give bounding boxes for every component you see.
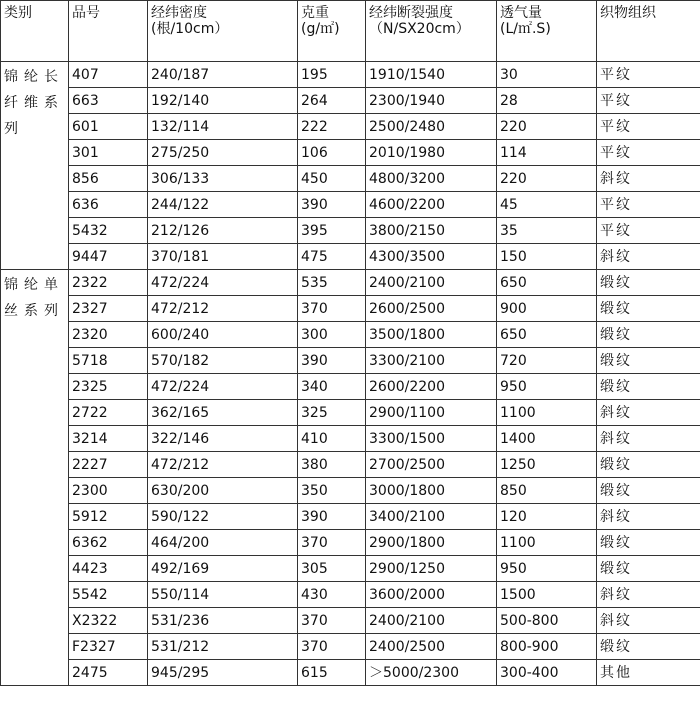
density-cell: 630/200 bbox=[148, 478, 298, 504]
strength-cell: 2400/2100 bbox=[366, 608, 497, 634]
weave-cell: 斜纹 bbox=[597, 244, 700, 270]
weight-cell: 390 bbox=[298, 348, 366, 374]
strength-cell: 3300/2100 bbox=[366, 348, 497, 374]
weight-cell: 390 bbox=[298, 192, 366, 218]
product-no-cell: 9447 bbox=[69, 244, 148, 270]
header-product-no: 品号 bbox=[69, 1, 148, 62]
product-no-cell: 6362 bbox=[69, 530, 148, 556]
strength-cell: 3800/2150 bbox=[366, 218, 497, 244]
table-row bbox=[1, 166, 700, 192]
density-cell: 531/212 bbox=[148, 634, 298, 660]
density-cell: 322/146 bbox=[148, 426, 298, 452]
weave-cell: 缎纹 bbox=[597, 296, 700, 322]
product-no-cell: 4423 bbox=[69, 556, 148, 582]
table-row bbox=[1, 374, 700, 400]
table-row bbox=[1, 192, 700, 218]
table-row bbox=[1, 218, 700, 244]
weave-cell: 缎纹 bbox=[597, 374, 700, 400]
product-no-cell: 5718 bbox=[69, 348, 148, 374]
density-cell: 464/200 bbox=[148, 530, 298, 556]
density-cell: 472/224 bbox=[148, 374, 298, 400]
product-no-cell: 2327 bbox=[69, 296, 148, 322]
product-no-cell: 407 bbox=[69, 62, 148, 88]
air-permeability-cell: 500-800 bbox=[497, 608, 597, 634]
weave-cell: 平纹 bbox=[597, 140, 700, 166]
density-cell: 275/250 bbox=[148, 140, 298, 166]
air-permeability-cell: 28 bbox=[497, 88, 597, 114]
product-no-cell: F2327 bbox=[69, 634, 148, 660]
table-row bbox=[1, 270, 700, 296]
density-cell: 472/224 bbox=[148, 270, 298, 296]
product-no-cell: 856 bbox=[69, 166, 148, 192]
product-no-cell: 3214 bbox=[69, 426, 148, 452]
product-no-cell: 636 bbox=[69, 192, 148, 218]
table-row bbox=[1, 348, 700, 374]
strength-cell: 2500/2480 bbox=[366, 114, 497, 140]
air-permeability-cell: 1400 bbox=[497, 426, 597, 452]
header-weight: 克重 (g/㎡) bbox=[298, 1, 366, 62]
density-cell: 362/165 bbox=[148, 400, 298, 426]
table-row bbox=[1, 530, 700, 556]
weave-cell: 缎纹 bbox=[597, 634, 700, 660]
strength-cell: 2600/2200 bbox=[366, 374, 497, 400]
weight-cell: 475 bbox=[298, 244, 366, 270]
product-no-cell: 301 bbox=[69, 140, 148, 166]
strength-cell: 3400/2100 bbox=[366, 504, 497, 530]
header-air-permeability: 透气量 (L/㎡.S) bbox=[497, 1, 597, 62]
weight-cell: 350 bbox=[298, 478, 366, 504]
table-row bbox=[1, 62, 700, 88]
strength-cell: 2400/2100 bbox=[366, 270, 497, 296]
weave-cell: 斜纹 bbox=[597, 400, 700, 426]
weight-cell: 380 bbox=[298, 452, 366, 478]
product-no-cell: 2320 bbox=[69, 322, 148, 348]
weave-cell: 缎纹 bbox=[597, 556, 700, 582]
table-row bbox=[1, 634, 700, 660]
product-no-cell: 2475 bbox=[69, 660, 148, 686]
weave-cell: 缎纹 bbox=[597, 478, 700, 504]
header-weave: 织物组织 bbox=[597, 1, 700, 62]
table-row bbox=[1, 478, 700, 504]
weave-cell: 斜纹 bbox=[597, 608, 700, 634]
strength-cell: 4300/3500 bbox=[366, 244, 497, 270]
weight-cell: 264 bbox=[298, 88, 366, 114]
product-no-cell: 601 bbox=[69, 114, 148, 140]
strength-cell: 4600/2200 bbox=[366, 192, 497, 218]
table-row bbox=[1, 582, 700, 608]
strength-cell: 2010/1980 bbox=[366, 140, 497, 166]
strength-cell: 3600/2000 bbox=[366, 582, 497, 608]
header-category: 类别 bbox=[1, 1, 69, 62]
table-row bbox=[1, 556, 700, 582]
weight-cell: 106 bbox=[298, 140, 366, 166]
density-cell: 472/212 bbox=[148, 296, 298, 322]
air-permeability-cell: 220 bbox=[497, 166, 597, 192]
category-cell: 锦纶单丝系列 bbox=[1, 270, 69, 686]
table-row bbox=[1, 608, 700, 634]
product-no-cell: 663 bbox=[69, 88, 148, 114]
density-cell: 570/182 bbox=[148, 348, 298, 374]
density-cell: 132/114 bbox=[148, 114, 298, 140]
weave-cell: 平纹 bbox=[597, 218, 700, 244]
density-cell: 212/126 bbox=[148, 218, 298, 244]
weave-cell: 斜纹 bbox=[597, 504, 700, 530]
table-row bbox=[1, 426, 700, 452]
weight-cell: 325 bbox=[298, 400, 366, 426]
air-permeability-cell: 650 bbox=[497, 322, 597, 348]
strength-cell: 2600/2500 bbox=[366, 296, 497, 322]
density-cell: 531/236 bbox=[148, 608, 298, 634]
density-cell: 590/122 bbox=[148, 504, 298, 530]
header-row bbox=[1, 1, 700, 62]
weight-cell: 410 bbox=[298, 426, 366, 452]
density-cell: 244/122 bbox=[148, 192, 298, 218]
air-permeability-cell: 1250 bbox=[497, 452, 597, 478]
weave-cell: 缎纹 bbox=[597, 348, 700, 374]
air-permeability-cell: 1100 bbox=[497, 530, 597, 556]
strength-cell: 4800/3200 bbox=[366, 166, 497, 192]
product-no-cell: 2227 bbox=[69, 452, 148, 478]
air-permeability-cell: 120 bbox=[497, 504, 597, 530]
weave-cell: 平纹 bbox=[597, 192, 700, 218]
weight-cell: 370 bbox=[298, 634, 366, 660]
density-cell: 192/140 bbox=[148, 88, 298, 114]
strength-cell: 2300/1940 bbox=[366, 88, 497, 114]
density-cell: 492/169 bbox=[148, 556, 298, 582]
density-cell: 240/187 bbox=[148, 62, 298, 88]
product-no-cell: 2322 bbox=[69, 270, 148, 296]
weave-cell: 缎纹 bbox=[597, 452, 700, 478]
density-cell: 550/114 bbox=[148, 582, 298, 608]
weight-cell: 370 bbox=[298, 296, 366, 322]
weight-cell: 340 bbox=[298, 374, 366, 400]
air-permeability-cell: 35 bbox=[497, 218, 597, 244]
product-no-cell: 5542 bbox=[69, 582, 148, 608]
weight-cell: 390 bbox=[298, 504, 366, 530]
strength-cell: 3300/1500 bbox=[366, 426, 497, 452]
weight-cell: 222 bbox=[298, 114, 366, 140]
air-permeability-cell: 300-400 bbox=[497, 660, 597, 686]
strength-cell: 2900/1800 bbox=[366, 530, 497, 556]
air-permeability-cell: 45 bbox=[497, 192, 597, 218]
table-row bbox=[1, 504, 700, 530]
table-row bbox=[1, 88, 700, 114]
air-permeability-cell: 950 bbox=[497, 374, 597, 400]
weave-cell: 斜纹 bbox=[597, 426, 700, 452]
table-row bbox=[1, 322, 700, 348]
weight-cell: 370 bbox=[298, 530, 366, 556]
air-permeability-cell: 650 bbox=[497, 270, 597, 296]
product-no-cell: X2322 bbox=[69, 608, 148, 634]
weight-cell: 535 bbox=[298, 270, 366, 296]
weight-cell: 615 bbox=[298, 660, 366, 686]
air-permeability-cell: 150 bbox=[497, 244, 597, 270]
weight-cell: 305 bbox=[298, 556, 366, 582]
weave-cell: 平纹 bbox=[597, 62, 700, 88]
table-row bbox=[1, 660, 700, 686]
product-no-cell: 5432 bbox=[69, 218, 148, 244]
weave-cell: 缎纹 bbox=[597, 322, 700, 348]
table-row bbox=[1, 400, 700, 426]
air-permeability-cell: 114 bbox=[497, 140, 597, 166]
strength-cell: 3000/1800 bbox=[366, 478, 497, 504]
weight-cell: 195 bbox=[298, 62, 366, 88]
air-permeability-cell: 720 bbox=[497, 348, 597, 374]
strength-cell: 2900/1100 bbox=[366, 400, 497, 426]
weave-cell: 平纹 bbox=[597, 88, 700, 114]
density-cell: 600/240 bbox=[148, 322, 298, 348]
weave-cell: 斜纹 bbox=[597, 582, 700, 608]
weight-cell: 430 bbox=[298, 582, 366, 608]
air-permeability-cell: 1500 bbox=[497, 582, 597, 608]
density-cell: 945/295 bbox=[148, 660, 298, 686]
weave-cell: 其他 bbox=[597, 660, 700, 686]
air-permeability-cell: 1100 bbox=[497, 400, 597, 426]
air-permeability-cell: 900 bbox=[497, 296, 597, 322]
table-row bbox=[1, 114, 700, 140]
air-permeability-cell: 800-900 bbox=[497, 634, 597, 660]
strength-cell: 3500/1800 bbox=[366, 322, 497, 348]
table-row bbox=[1, 244, 700, 270]
weave-cell: 平纹 bbox=[597, 114, 700, 140]
air-permeability-cell: 950 bbox=[497, 556, 597, 582]
density-cell: 472/212 bbox=[148, 452, 298, 478]
weight-cell: 370 bbox=[298, 608, 366, 634]
strength-cell: 2900/1250 bbox=[366, 556, 497, 582]
density-cell: 306/133 bbox=[148, 166, 298, 192]
strength-cell: 1910/1540 bbox=[366, 62, 497, 88]
strength-cell: 2700/2500 bbox=[366, 452, 497, 478]
weight-cell: 395 bbox=[298, 218, 366, 244]
weight-cell: 450 bbox=[298, 166, 366, 192]
air-permeability-cell: 30 bbox=[497, 62, 597, 88]
table-row bbox=[1, 296, 700, 322]
category-cell: 锦纶长纤维系列 bbox=[1, 62, 69, 270]
product-no-cell: 2722 bbox=[69, 400, 148, 426]
weight-cell: 300 bbox=[298, 322, 366, 348]
strength-cell: ＞5000/2300 bbox=[366, 660, 497, 686]
header-density: 经纬密度 (根/10cm） bbox=[148, 1, 298, 62]
header-strength: 经纬断裂强度 （N/SX20cm） bbox=[366, 1, 497, 62]
density-cell: 370/181 bbox=[148, 244, 298, 270]
strength-cell: 2400/2500 bbox=[366, 634, 497, 660]
table-row bbox=[1, 140, 700, 166]
product-no-cell: 2325 bbox=[69, 374, 148, 400]
product-no-cell: 2300 bbox=[69, 478, 148, 504]
weave-cell: 缎纹 bbox=[597, 270, 700, 296]
product-no-cell: 5912 bbox=[69, 504, 148, 530]
weave-cell: 缎纹 bbox=[597, 530, 700, 556]
table-row bbox=[1, 452, 700, 478]
air-permeability-cell: 850 bbox=[497, 478, 597, 504]
weave-cell: 斜纹 bbox=[597, 166, 700, 192]
air-permeability-cell: 220 bbox=[497, 114, 597, 140]
